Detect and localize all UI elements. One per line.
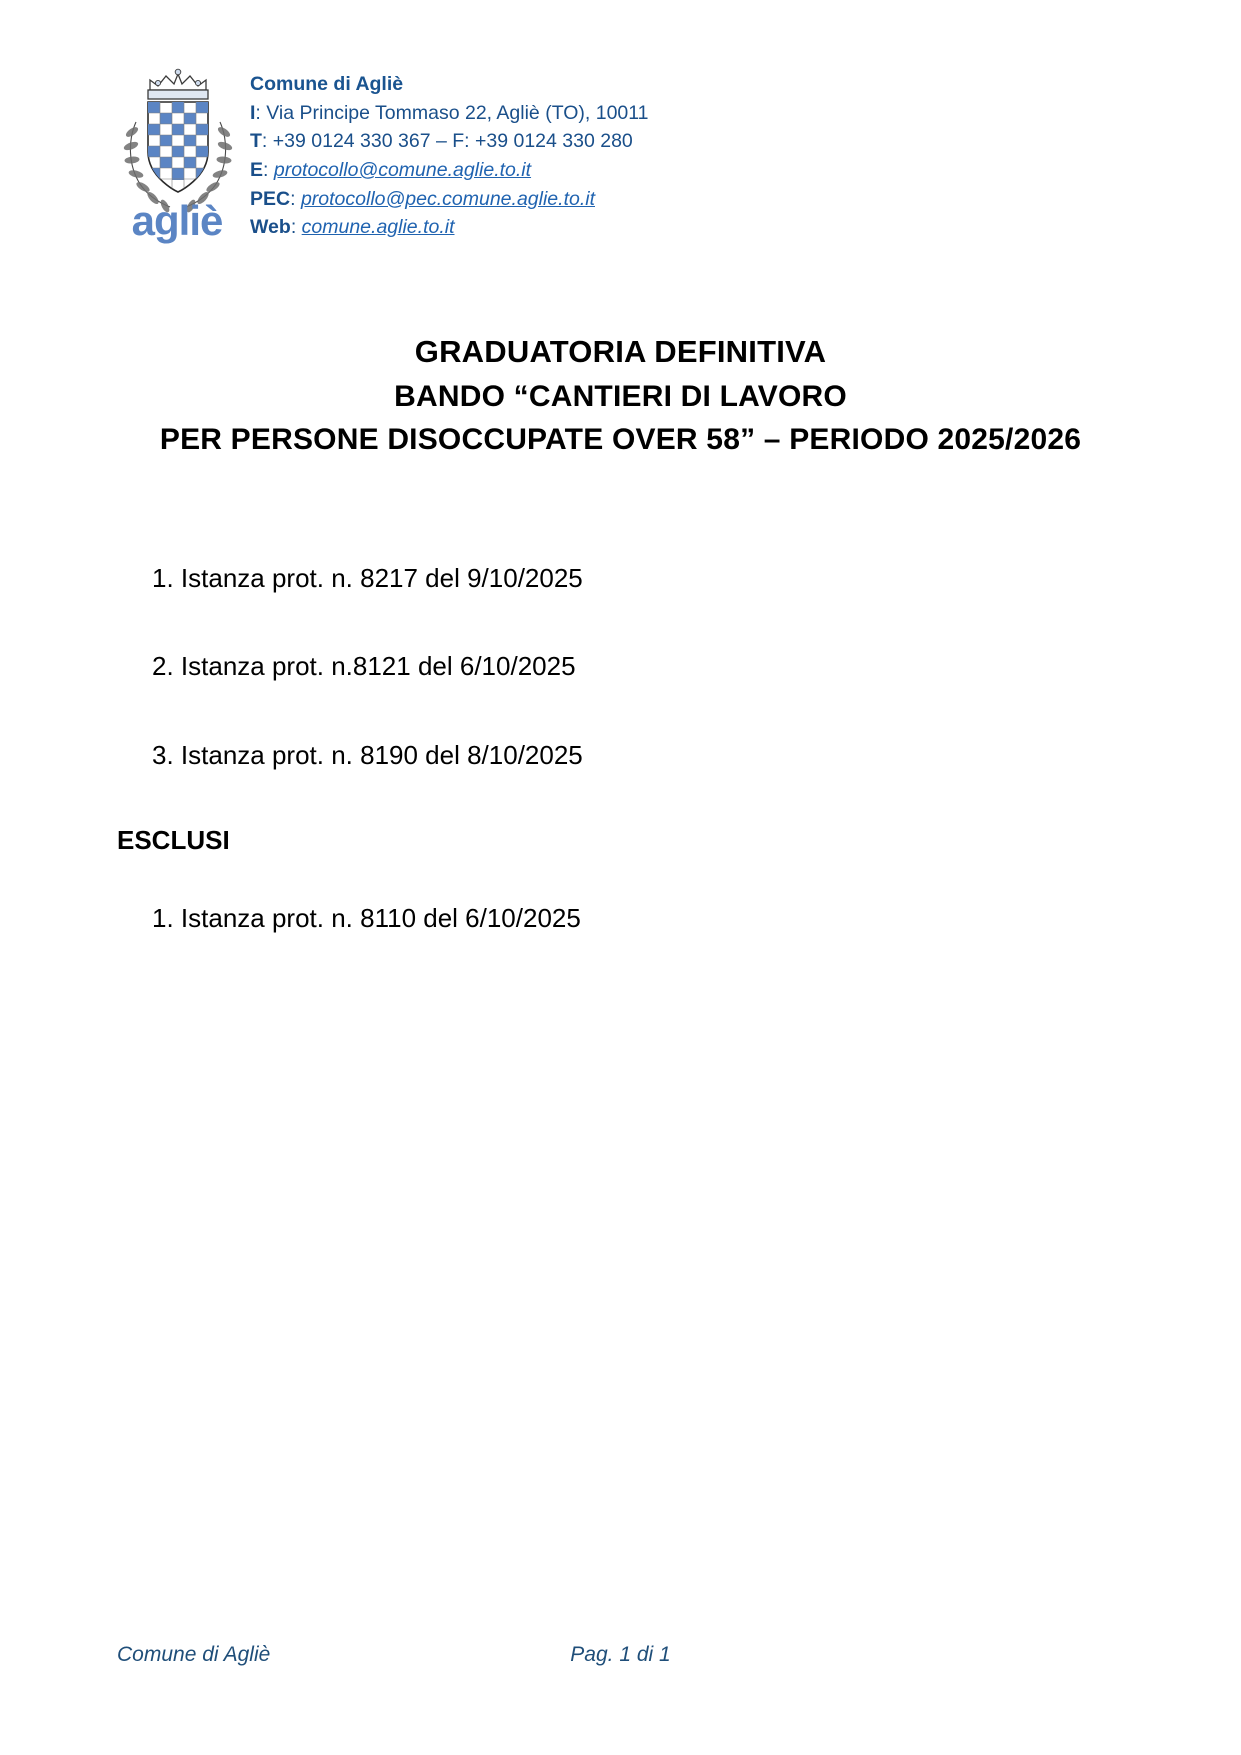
email-link[interactable]: protocollo@comune.aglie.to.it [273,158,532,181]
contact-line-email: E: protocollo@comune.aglie.to.it [250,158,532,181]
contact-line-web: Web: comune.aglie.to.it [250,216,455,239]
address-label: I [250,101,256,124]
page-footer [0,1643,1241,1673]
wordmark-aglie [132,197,223,244]
excluded-heading: ESCLUSI [117,825,230,856]
title-line-2: BANDO “CANTIERI DI LAVORO [394,379,847,413]
list-item: 1. Istanza prot. n. 8110 del 6/10/2025 [152,903,581,934]
address-value: Via Principe Tommaso 22, Agliè (TO), 10011 [266,101,649,124]
phone-value: +39 0124 330 367 – F: +39 0124 330 280 [272,130,633,153]
list-item: 1. Istanza prot. n. 8217 del 9/10/2025 [152,563,583,593]
title-line-1: GRADUATORIA DEFINITIVA [414,334,827,369]
letterhead [118,60,649,245]
email-label: E [250,158,264,181]
coat-of-arms-icon [118,60,238,245]
list-item: 3. Istanza prot. n. 8190 del 8/10/2025 [152,739,583,770]
title-line-3: PER PERSONE DISOCCUPATE OVER 58” – PERIODO 2025/2026 [159,423,1082,457]
footer-page-number: Pag. 1 di 1 [570,1643,671,1666]
footer-left-text: Comune di Agliè [117,1643,271,1666]
contact-block [250,60,649,242]
contact-line-pec: PEC: protocollo@pec.comune.aglie.to.it [250,187,595,210]
organization-name: Comune di Agliè [250,73,404,95]
svg-text:agliè: agliè [131,197,223,244]
document-body [0,560,1241,989]
web-label: Web [250,216,291,239]
phone-label: T [250,130,262,153]
contact-line-phone: T: +39 0124 330 367 – F: +39 0124 330 280 [250,130,633,153]
contact-line-address: I: Via Principe Tommaso 22, Agliè (TO), 10011 [250,101,649,124]
pec-label: PEC [250,187,291,210]
list-item: 2. Istanza prot. n.8121 del 6/10/2025 [152,651,576,682]
pec-link[interactable]: protocollo@pec.comune.aglie.to.it [300,187,595,210]
document-title [0,330,1241,462]
web-link[interactable]: comune.aglie.to.it [301,216,455,239]
